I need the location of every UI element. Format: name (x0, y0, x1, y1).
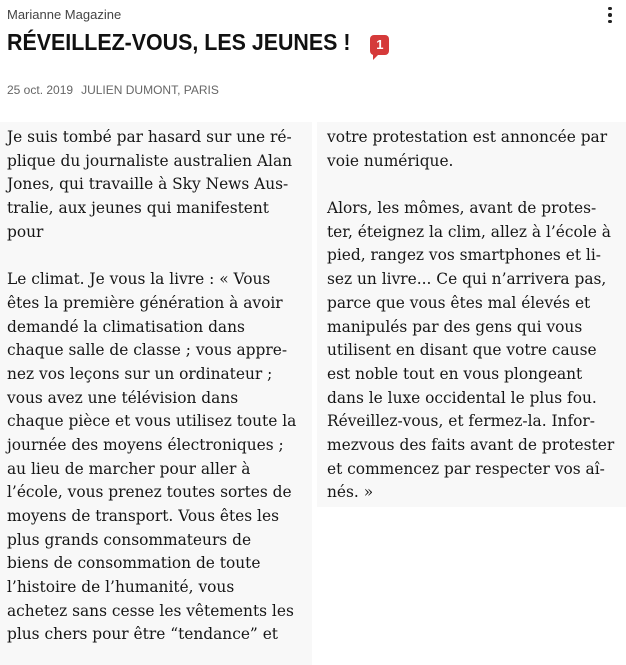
article-text-line: Le climat. Je vous la livre : « Vous (7, 270, 271, 289)
article-text-line: chaque pièce et vous utilisez toute la (7, 412, 297, 431)
article-text-line: Jones, qui travaille à Sky News Aus- (7, 175, 289, 194)
comment-count-badge[interactable]: 1 (370, 35, 389, 55)
article-text-line: est noble tout en vous plongeant (327, 364, 583, 383)
title-row (7, 29, 389, 56)
article-text-line: plique du journaliste australien Alan (7, 151, 293, 170)
article-text-line: Réveillez-vous, et fermez-la. Infor- (327, 412, 595, 431)
article-text-line: voie numérique. (327, 151, 454, 170)
article-text-line: sez un livre... Ce qui n’arrivera pas, (327, 270, 607, 289)
article-text-line: pied, rangez vos smartphones et li- (327, 246, 601, 265)
article-column-left (0, 122, 312, 665)
article-text-line: biens de consommation de toute (7, 554, 261, 573)
article-text-line: nez vos leçons sur un ordinateur ; (7, 364, 273, 383)
publication-name: Marianne Magazine (7, 7, 122, 22)
article-text-line: l’école, vous prenez toutes sortes de (7, 483, 292, 502)
article-text-line: ter, éteignez la clim, allez à l’école à (327, 222, 611, 241)
article-title: RÉVEILLEZ-VOUS, LES JEUNES ! (7, 29, 351, 55)
article-text-line: chaque salle de classe ; vous appre- (7, 341, 288, 360)
article-meta (7, 83, 219, 97)
article-text-line: utilisent en disant que votre cause (327, 341, 597, 360)
article-date: 25 oct. 2019 (7, 83, 74, 97)
article-text-line: pour (7, 222, 44, 241)
article-text-line: plus grands consommateurs de (7, 530, 252, 549)
article-text-line: achetez sans cesse les vêtements les (7, 601, 294, 620)
article-text-line: Alors, les mômes, avant de protes- (327, 199, 597, 218)
article-author: JULIEN DUMONT, PARIS (81, 83, 219, 97)
article-text-line: êtes la première génération à avoir (7, 293, 283, 312)
menu-dot (608, 13, 612, 17)
article-text-line: l’histoire de l’humanité, vous (7, 578, 235, 597)
article-text-line: moyens de transport. Vous êtes les (7, 507, 279, 525)
article-text-line: mezvous des faits avant de protester (327, 435, 615, 454)
article-text-line: au lieu de marcher pour aller à (7, 459, 251, 478)
article-text-line: parce que vous êtes mal élevés et (327, 293, 591, 312)
article-text-line: demandé la climatisation dans (7, 317, 245, 336)
article-text-line: vous avez une télévision dans (7, 388, 239, 407)
article-text-line: et commencez par respecter vos aî- (327, 459, 605, 478)
paragraph-break (327, 173, 626, 197)
menu-dot (608, 20, 612, 24)
more-vertical-icon[interactable] (600, 4, 620, 26)
article-text-line: tralie, aux jeunes qui manifestent (7, 199, 269, 218)
article-text-line: nés. » (327, 483, 374, 502)
menu-dot (608, 7, 612, 11)
article-text-line: plus chers pour être “tendance” et (7, 625, 278, 644)
paragraph-break (7, 244, 312, 268)
article-text-line: manipulés par des gens qui vous (327, 317, 583, 336)
article-text-line: dans le luxe occidental le plus fou. (327, 388, 597, 407)
article-text-line: votre protestation est annoncée par (327, 128, 608, 146)
article-column-right (317, 122, 626, 507)
article-text-line: Je suis tombé par hasard sur une ré- (7, 128, 292, 146)
article-text-line: journée des moyens électroniques ; (7, 435, 284, 454)
